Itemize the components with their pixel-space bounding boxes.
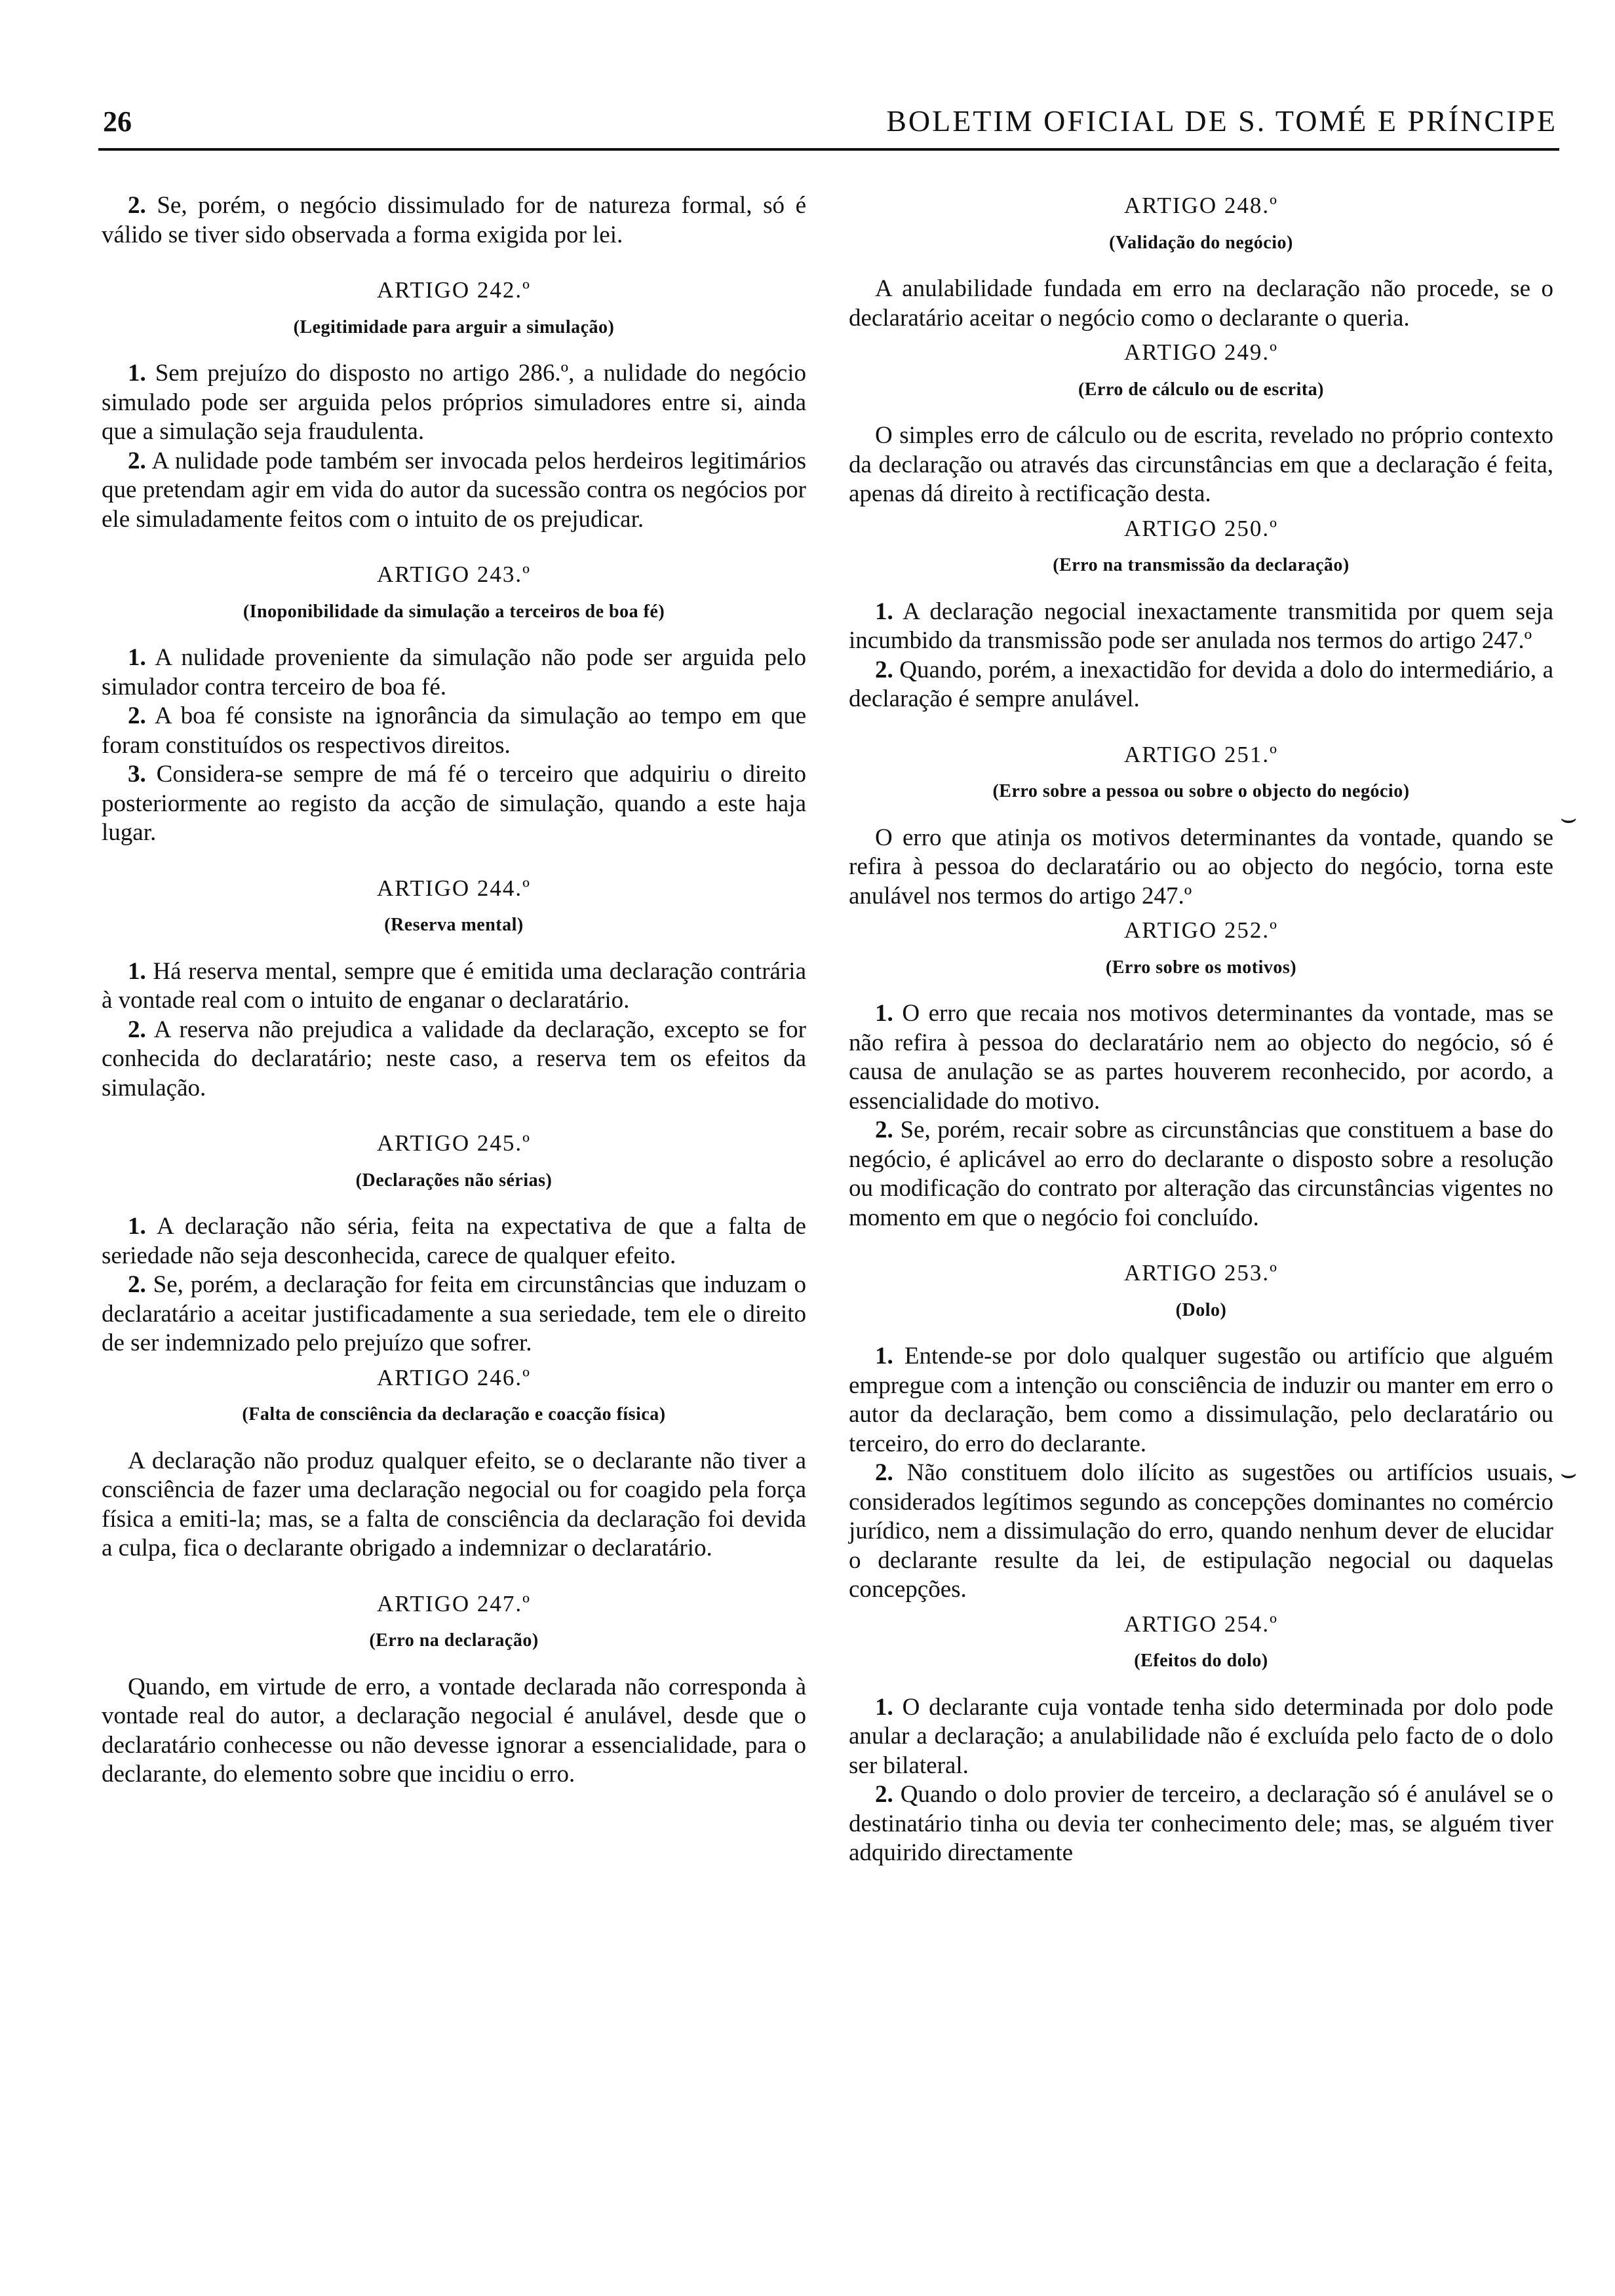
article-246-title: ARTIGO 246.º bbox=[377, 1364, 531, 1390]
article-248-p1: A anulabilidade fundada em erro na declaração não procede, se o declaratário aceitar o negócio como o declarante o queria. bbox=[849, 275, 1553, 332]
page-number: 26 bbox=[103, 105, 132, 138]
article-250-p1: 1. A declaração negocial inexactamente transmitida por quem seja incumbido da transmissão pode ser anulada nos termos do artigo 247.º bbox=[849, 598, 1553, 654]
article-247-p1: Quando, em virtude de erro, a vontade declarada não corresponda à vontade real do autor, a declaração negocial é anulável, desde que o declaratário conhecesse ou não devesse ignorar a essencialidade, para o declarante, do elemento sobre que incidiu o erro. bbox=[102, 1673, 806, 1788]
article-249-title: ARTIGO 249.º bbox=[1124, 339, 1278, 365]
article-250-subtitle: (Erro na transmissão da declaração) bbox=[1053, 555, 1350, 575]
article-251-title: ARTIGO 251.º bbox=[1124, 741, 1278, 767]
article-249-subtitle: (Erro de cálculo ou de escrita) bbox=[1078, 379, 1324, 400]
article-245-p1: 1. A declaração não séria, feita na expectativa de que a falta de seriedade não seja desconhecida, carece de qualquer efeito. bbox=[102, 1213, 806, 1269]
right-column bbox=[849, 191, 1553, 1868]
article-243-p2: 2. A boa fé consiste na ignorância da simulação ao tempo em que foram constituídos os respectivos direitos. bbox=[102, 702, 806, 759]
article-252-p2: 2. Se, porém, recair sobre as circunstâncias que constituem a base do negócio, é aplicável ao erro do declarante o disposto sobre a resolução ou modificação do contrato por alteração das circunstâncias vigentes no momento em que o negócio foi concluído. bbox=[849, 1117, 1553, 1231]
article-246-p1: A declaração não produz qualquer efeito, se o declarante não tiver a consciência de fazer uma declaração negocial ou for coagido pela força física a emiti-la; mas, se a falta de consciência da declaração foi devida a culpa, fica o declarante obrigado a indemnizar o declaratário. bbox=[102, 1447, 806, 1561]
margin-mark-icon: ⌣ bbox=[1560, 1459, 1578, 1488]
article-244-p1: 1. Há reserva mental, sempre que é emitida uma declaração contrária à vontade real com o intuito de enganar o declaratário. bbox=[102, 957, 806, 1014]
article-244-subtitle: (Reserva mental) bbox=[384, 915, 524, 935]
article-245-title: ARTIGO 245.º bbox=[377, 1130, 531, 1156]
article-254-p1: 1. O declarante cuja vontade tenha sido determinada por dolo pode anular a declaração; a anulabilidade não é excluída pelo facto de o dolo ser bilateral. bbox=[849, 1693, 1553, 1779]
article-250-title: ARTIGO 250.º bbox=[1124, 515, 1278, 541]
article-252-subtitle: (Erro sobre os motivos) bbox=[1105, 957, 1297, 978]
article-242-title: ARTIGO 242.º bbox=[377, 277, 531, 303]
article-244-title: ARTIGO 244.º bbox=[377, 875, 531, 901]
article-243-subtitle: (Inoponibilidade da simulação a terceiros de boa fé) bbox=[243, 601, 665, 622]
intro-paragraph: 2. Se, porém, o negócio dissimulado for de natureza formal, só é válido se tiver sido observada a forma exigida por lei. bbox=[102, 192, 807, 248]
article-243-p1: 1. A nulidade proveniente da simulação não pode ser arguida pelo simulador contra terceiro de boa fé. bbox=[102, 644, 806, 700]
article-242-p1: 1. Sem prejuízo do disposto no artigo 286.º, a nulidade do negócio simulado pode ser arguida pelos próprios simuladores entre si, ainda que a simulação seja fraudulenta. bbox=[102, 360, 807, 445]
article-251-p1: O erro que atinja os motivos determinantes da vontade, quando se refira à pessoa do declaratário ou ao objecto do negócio, torna este anulável nos termos do artigo 247.º bbox=[849, 824, 1553, 909]
article-253-p1: 1. Entende-se por dolo qualquer sugestão ou artifício que alguém empregue com a intenção ou consciência de induzir ou manter em erro o autor da declaração, bem como a dissimulação, pelo declaratário ou terceiro, do erro do declarante. bbox=[849, 1343, 1553, 1457]
article-243-p3: 3. Considera-se sempre de má fé o terceiro que adquiriu o direito posteriormente ao registo da acção de simulação, quando a este haja lugar. bbox=[102, 761, 806, 846]
article-248-subtitle: (Validação do negócio) bbox=[1109, 232, 1293, 253]
article-252-title: ARTIGO 252.º bbox=[1124, 917, 1278, 943]
article-253-title: ARTIGO 253.º bbox=[1124, 1260, 1278, 1286]
article-253-p2: 2. Não constituem dolo ilícito as sugestões ou artifícios usuais, considerados legítimos segundo as concepções dominantes no comércio jurídico, nem a dissimulação do erro, quando nenhum dever de elucidar o declarante resulte da lei, de estipulação negocial ou daquelas concepções. bbox=[849, 1459, 1553, 1603]
article-245-p2: 2. Se, porém, a declaração for feita em circunstâncias que induzam o declaratário a aceitar justificadamente a sua seriedade, tem ele o direito de ser indemnizado pelo prejuízo que sofrer. bbox=[102, 1271, 806, 1356]
article-253-subtitle: (Dolo) bbox=[1175, 1299, 1227, 1320]
article-254-title: ARTIGO 254.º bbox=[1124, 1611, 1278, 1637]
article-251-subtitle: (Erro sobre a pessoa ou sobre o objecto do negócio) bbox=[992, 781, 1410, 801]
left-column bbox=[102, 191, 806, 1789]
article-252-p1: 1. O erro que recaia nos motivos determinantes da vontade, mas se não refira à pessoa do declaratário nem ao objecto do negócio, só é causa de anulação se as partes houverem reconhecido, por acordo, a essencialidade do motivo. bbox=[849, 1000, 1553, 1115]
article-254-p2: 2. Quando o dolo provier de terceiro, a declaração só é anulável se o destinatário tinha ou devia ter conhecimento dele; mas, se alguém tiver adquirido directamente bbox=[849, 1781, 1554, 1866]
article-242-p2: 2. A nulidade pode também ser invocada pelos herdeiros legitimários que pretendam agir em vida do autor da sucessão contra os negócios por ele simuladamente feitos com o intuito de os prejudicar. bbox=[102, 447, 806, 533]
article-242-subtitle: (Legitimidade para arguir a simulação) bbox=[293, 316, 615, 337]
article-247-subtitle: (Erro na declaração) bbox=[369, 1630, 539, 1651]
article-245-subtitle: (Declarações não sérias) bbox=[355, 1170, 553, 1191]
article-249-p1: O simples erro de cálculo ou de escrita, revelado no próprio contexto da declaração ou através das circunstâncias em que a declaração é feita, apenas dá direito à rectificação desta. bbox=[849, 422, 1553, 507]
article-247-title: ARTIGO 247.º bbox=[377, 1590, 531, 1617]
article-246-subtitle: (Falta de consciência da declaração e coacção física) bbox=[242, 1404, 666, 1425]
header-rule bbox=[98, 148, 1559, 151]
article-250-p2: 2. Quando, porém, a inexactidão for devida a dolo do intermediário, a declaração é sempre anulável. bbox=[849, 656, 1554, 712]
article-244-p2: 2. A reserva não prejudica a validade da declaração, excepto se for conhecida do declaratário; neste caso, a reserva tem os efeitos da simulação. bbox=[102, 1016, 806, 1101]
journal-title: BOLETIM OFICIAL DE S. TOMÉ E PRÍNCIPE bbox=[886, 104, 1557, 138]
margin-mark-icon: ⌣ bbox=[1560, 803, 1578, 833]
article-254-subtitle: (Efeitos do dolo) bbox=[1134, 1651, 1268, 1671]
article-248-title: ARTIGO 248.º bbox=[1124, 193, 1278, 218]
article-243-title: ARTIGO 243.º bbox=[377, 562, 531, 587]
